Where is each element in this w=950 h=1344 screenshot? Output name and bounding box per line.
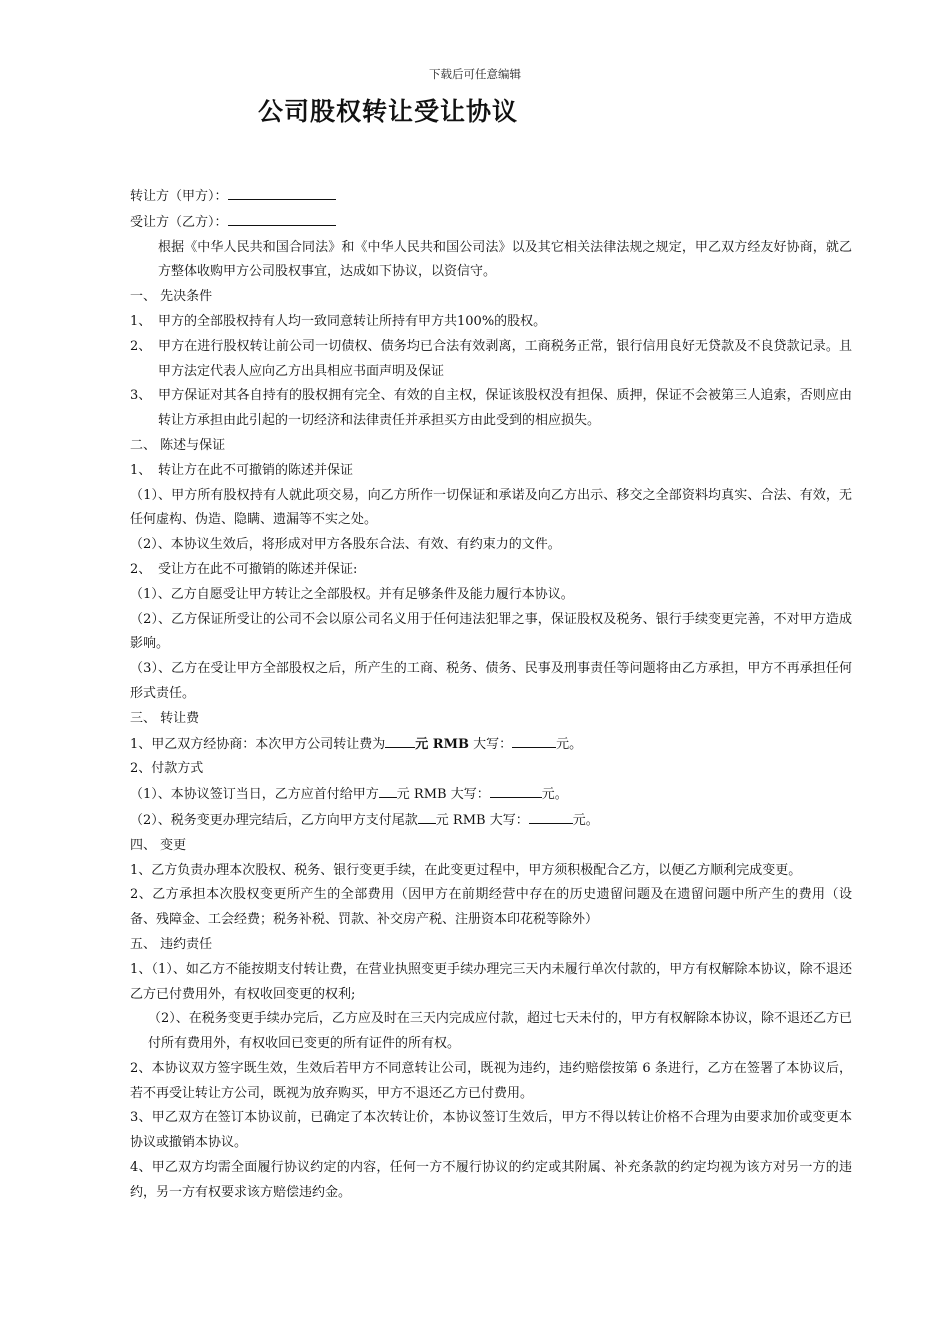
sec2-item-2-num: 2、 [130, 561, 152, 577]
sec1-item-1-text: 甲方的全部股权持有人均一致同意转让所持有甲方共100%的股权。 [158, 313, 547, 329]
sec2-item-2-a: （1）、乙方自愿受让甲方转让之全部股权。并有足够条件及能力履行本协议。 [130, 586, 574, 602]
sec2-item-2-c: （3）、乙方在受让甲方全部股权之后，所产生的工商、税务、债务、民事及刑事责任等问题将由乙方承担，甲方不再承担任何形式责任。 [130, 661, 852, 701]
sec1-item-2-num: 2、 [130, 338, 152, 354]
document-body [130, 184, 852, 1206]
transferee-blank [228, 210, 336, 226]
payment-2-unit: 元。 [572, 812, 599, 828]
section-heading-5: 五、 违约责任 [130, 936, 213, 952]
sec1-item-2 [130, 335, 852, 385]
sec5-item-1-b: （2）、在税务变更手续办完后，乙方应及时在三天内完成应付款，超过七天未付的，甲方有权解除本协议，除不退还乙方已付所有费用外，有权收回已变更的所有证件的所有权。 [148, 1011, 852, 1052]
sec1-item-1-num: 1、 [130, 313, 152, 329]
sec5-item-2: 2、本协议双方签字既生效，生效后若甲方不同意转让公司，既视为违约，违约赔偿按第 6 条进行，乙方在签署了本协议后，若不再受让转让方公司，既视为放弃购买，甲方不退还乙方已付费用。 [130, 1060, 852, 1101]
transferor-line [130, 184, 852, 210]
transfer-fee-blank [385, 732, 415, 748]
sec1-item-2-text: 甲方在进行股权转让前公司一切债权、债务均已合法有效剥离，工商税务正常，银行信用良好无贷款及不良贷款记录。且甲方法定代表人应向乙方出具相应书面声明及保证 [158, 338, 852, 379]
section-heading-3: 三、 转让费 [130, 710, 200, 726]
payment-2-currency: 元 RMB 大写： [435, 812, 529, 828]
sec2-item-1-text: 转让方在此不可撤销的陈述并保证 [158, 462, 354, 478]
section-heading-1: 一、 先决条件 [130, 289, 213, 305]
transfer-fee-currency: 元 RMB [415, 736, 469, 752]
sec1-item-3-num: 3、 [130, 388, 152, 404]
sec5-item-1: 1、（1）、如乙方不能按期支付转让费，在营业执照变更手续办理完三天内未履行单次付款的，甲方有权解除本协议，除不退还乙方已付费用外，有权收回变更的权利; [130, 961, 852, 1002]
transfer-fee-uppercase-blank [512, 732, 556, 748]
sec2-item-2-b: （2）、乙方保证所受让的公司不会以原公司名义用于任何违法犯罪之事，保证股权及税务、银行手续变更完善，不对甲方造成影响。 [130, 611, 852, 652]
payment-1-currency: 元 RMB 大写： [396, 787, 490, 803]
payment-1-label: （1）、本协议签订当日，乙方应首付给甲方 [130, 787, 379, 803]
transferee-line [130, 210, 852, 236]
transfer-fee-uppercase-label: 大写： [469, 736, 513, 752]
sec2-item-1-a: （1）、甲方所有股权持有人就此项交易，向乙方所作一切保证和承诺及向乙方出示、移交之全部资料均真实、合法、有效，无任何虚构、伪造、隐瞒、遗漏等不实之处。 [130, 487, 852, 528]
sec1-item-1 [130, 310, 852, 335]
sec5-item-3: 3、甲乙双方在签订本协议前，已确定了本次转让价，本协议签订生效后，甲方不得以转让价格不合理为由要求加价或变更本协议或撤销本协议。 [130, 1110, 852, 1151]
sec1-item-3 [130, 384, 852, 434]
header-note: 下载后可任意编辑 [429, 67, 521, 81]
payment-heading: 2、付款方式 [130, 761, 204, 777]
transfer-fee-unit: 元。 [556, 736, 583, 752]
transfer-fee-label: 1、甲乙双方经协商：本次甲方公司转让费为 [130, 736, 386, 752]
sec4-item-2: 2、乙方承担本次股权变更所产生的全部费用（因甲方在前期经营中存在的历史遗留问题及在遗留问题中所产生的费用（设备、残障金、工会经费；税务补税、罚款、补交房产税、注册资本印花税等除外） [130, 887, 852, 928]
payment-1-unit: 元。 [541, 787, 568, 803]
section-heading-2: 二、 陈述与保证 [130, 437, 226, 453]
preamble: 根据《中华人民共和国合同法》和《中华人民共和国公司法》以及其它相关法律法规之规定，甲乙双方经友好协商，就乙方整体收购甲方公司股权事宜，达成如下协议，以资信守。 [158, 239, 852, 280]
sec2-item-2 [130, 558, 852, 583]
sec2-item-2-text: 受让方在此不可撤销的陈述并保证: [158, 561, 358, 577]
document-title: 公司股权转让受让协议 [258, 97, 519, 126]
transferor-label: 转让方（甲方）： [130, 189, 228, 204]
transfer-fee-line [130, 732, 852, 758]
payment-1-uppercase-blank [490, 782, 542, 798]
sec2-item-1-b: （2）、本协议生效后，将形成对甲方各股东合法、有效、有约束力的文件。 [130, 537, 561, 553]
payment-2-label: （2）、税务变更办理完结后，乙方向甲方支付尾款 [130, 812, 418, 828]
payment-2-line [130, 808, 852, 834]
sec2-item-1-num: 1、 [130, 462, 152, 478]
sec1-item-3-text: 甲方保证对其各自持有的股权拥有完全、有效的自主权，保证该股权没有担保、质押，保证不会被第三人追索，否则应由转让方承担由此引起的一切经济和法律责任并承担买方由此受到的相应损失。 [158, 388, 852, 429]
transferor-blank [228, 184, 336, 200]
transferee-label: 受让方（乙方）： [130, 214, 228, 230]
payment-1-line [130, 782, 852, 808]
sec4-item-1: 1、乙方负责办理本次股权、税务、银行变更手续，在此变更过程中，甲方须积极配合乙方，以便乙方顺利完成变更。 [130, 862, 802, 878]
sec2-item-1 [130, 459, 852, 484]
payment-2-uppercase-blank [529, 808, 573, 824]
section-heading-4: 四、 变更 [130, 837, 187, 853]
payment-2-blank [418, 808, 436, 824]
sec5-item-4: 4、甲乙双方均需全面履行协议约定的内容，任何一方不履行协议的约定或其附属、补充条款的约定均视为该方对另一方的违约，另一方有权要求该方赔偿违约金。 [130, 1160, 852, 1200]
payment-1-blank [379, 782, 397, 798]
